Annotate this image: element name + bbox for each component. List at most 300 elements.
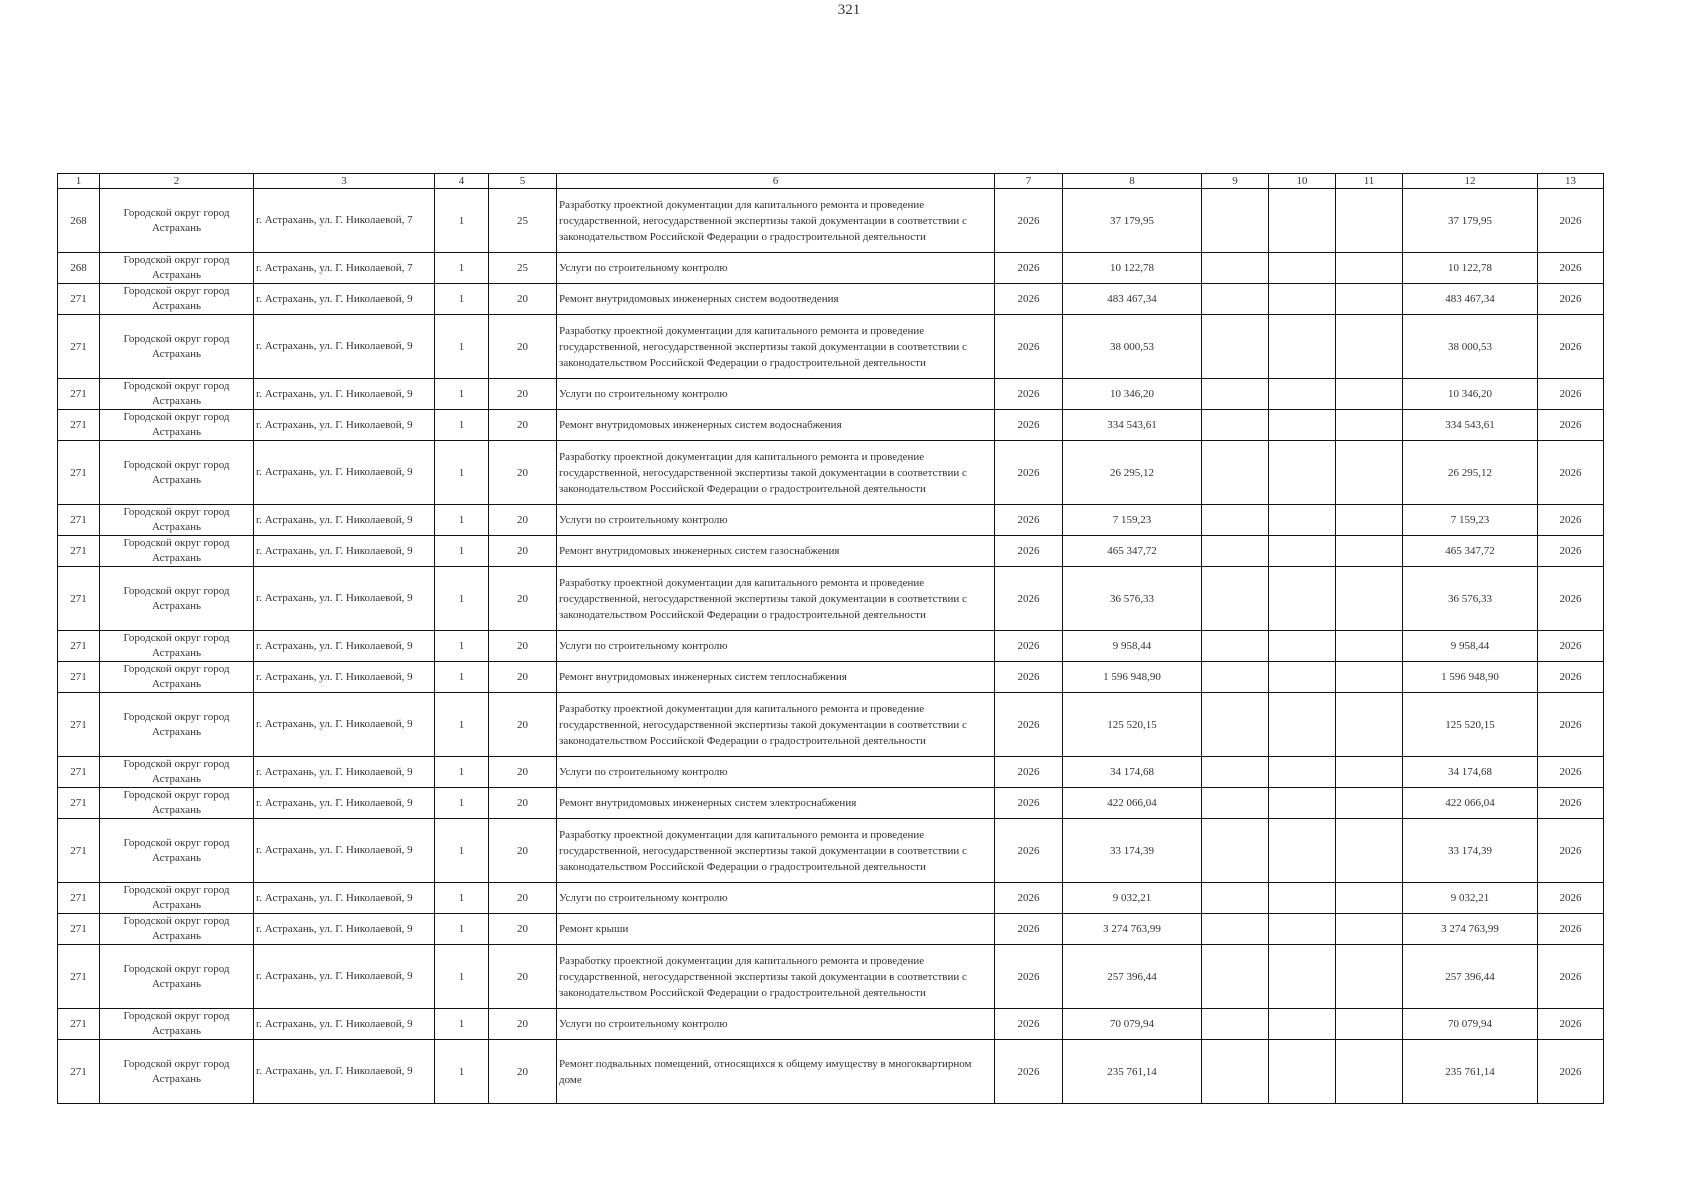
work-type-cell: Разработку проектной документации для капитального ремонта и проведение государственной, негосударственной экспертизы такой документации в соответствии с законодательством Российской Федерации о градостроительной деятельности (557, 819, 995, 883)
table-row (58, 379, 1604, 410)
table-row (58, 536, 1604, 567)
year-cell: 2026 (995, 945, 1063, 1009)
cost-cell: 9 958,44 (1063, 631, 1202, 662)
column-10-cell (1269, 379, 1336, 410)
cost-cell: 9 032,21 (1063, 883, 1202, 914)
work-type-cell: Ремонт внутридомовых инженерных систем теплоснабжения (557, 662, 995, 693)
column-5-cell: 20 (489, 788, 557, 819)
cost-cell: 7 159,23 (1063, 505, 1202, 536)
column-10-cell (1269, 441, 1336, 505)
municipality-cell: Городской округ город Астрахань (100, 757, 254, 788)
column-11-cell (1336, 662, 1403, 693)
column-4-cell: 1 (435, 693, 489, 757)
column-4-cell: 1 (435, 253, 489, 284)
column-5-cell: 20 (489, 631, 557, 662)
table-row (58, 757, 1604, 788)
column-9-cell (1202, 410, 1269, 441)
total-cost-cell: 10 122,78 (1403, 253, 1538, 284)
house-number-cell: 271 (58, 284, 100, 315)
house-number-cell: 271 (58, 567, 100, 631)
column-4-cell: 1 (435, 883, 489, 914)
house-number-cell: 271 (58, 379, 100, 410)
column-10-cell (1269, 1040, 1336, 1104)
column-4-cell: 1 (435, 914, 489, 945)
year-cell: 2026 (995, 410, 1063, 441)
year-cell: 2026 (995, 284, 1063, 315)
municipality-cell: Городской округ город Астрахань (100, 693, 254, 757)
house-number-cell: 271 (58, 788, 100, 819)
completion-year-cell: 2026 (1538, 253, 1604, 284)
year-cell: 2026 (995, 883, 1063, 914)
table-row (58, 631, 1604, 662)
work-type-cell: Ремонт крыши (557, 914, 995, 945)
municipality-cell: Городской округ город Астрахань (100, 914, 254, 945)
cost-cell: 10 346,20 (1063, 379, 1202, 410)
column-10-cell (1269, 883, 1336, 914)
column-header: 2 (100, 174, 254, 189)
cost-cell: 26 295,12 (1063, 441, 1202, 505)
year-cell: 2026 (995, 1009, 1063, 1040)
cost-cell: 70 079,94 (1063, 1009, 1202, 1040)
column-4-cell: 1 (435, 757, 489, 788)
completion-year-cell: 2026 (1538, 819, 1604, 883)
column-9-cell (1202, 567, 1269, 631)
table-row (58, 819, 1604, 883)
column-5-cell: 20 (489, 315, 557, 379)
column-5-cell: 20 (489, 662, 557, 693)
column-5-cell: 20 (489, 945, 557, 1009)
column-header: 8 (1063, 174, 1202, 189)
municipality-cell: Городской округ город Астрахань (100, 284, 254, 315)
year-cell: 2026 (995, 379, 1063, 410)
column-header: 4 (435, 174, 489, 189)
table-row (58, 788, 1604, 819)
address-cell: г. Астрахань, ул. Г. Николаевой, 9 (254, 819, 435, 883)
column-4-cell: 1 (435, 567, 489, 631)
year-cell: 2026 (995, 693, 1063, 757)
address-cell: г. Астрахань, ул. Г. Николаевой, 7 (254, 253, 435, 284)
work-type-cell: Разработку проектной документации для капитального ремонта и проведение государственной, негосударственной экспертизы такой документации в соответствии с законодательством Российской Федерации о градостроительной деятельности (557, 945, 995, 1009)
column-5-cell: 20 (489, 693, 557, 757)
completion-year-cell: 2026 (1538, 945, 1604, 1009)
completion-year-cell: 2026 (1538, 410, 1604, 441)
house-number-cell: 271 (58, 536, 100, 567)
total-cost-cell: 3 274 763,99 (1403, 914, 1538, 945)
column-4-cell: 1 (435, 1040, 489, 1104)
table-row (58, 315, 1604, 379)
municipality-cell: Городской округ город Астрахань (100, 1040, 254, 1104)
column-11-cell (1336, 883, 1403, 914)
table-row (58, 253, 1604, 284)
completion-year-cell: 2026 (1538, 631, 1604, 662)
year-cell: 2026 (995, 662, 1063, 693)
address-cell: г. Астрахань, ул. Г. Николаевой, 9 (254, 662, 435, 693)
column-10-cell (1269, 914, 1336, 945)
column-9-cell (1202, 883, 1269, 914)
cost-cell: 334 543,61 (1063, 410, 1202, 441)
completion-year-cell: 2026 (1538, 284, 1604, 315)
capital-repair-table (57, 173, 1604, 1104)
house-number-cell: 271 (58, 505, 100, 536)
completion-year-cell: 2026 (1538, 662, 1604, 693)
cost-cell: 422 066,04 (1063, 788, 1202, 819)
column-5-cell: 20 (489, 284, 557, 315)
column-10-cell (1269, 631, 1336, 662)
cost-cell: 483 467,34 (1063, 284, 1202, 315)
year-cell: 2026 (995, 253, 1063, 284)
year-cell: 2026 (995, 189, 1063, 253)
total-cost-cell: 235 761,14 (1403, 1040, 1538, 1104)
municipality-cell: Городской округ город Астрахань (100, 1009, 254, 1040)
cost-cell: 235 761,14 (1063, 1040, 1202, 1104)
table-row (58, 883, 1604, 914)
column-4-cell: 1 (435, 1009, 489, 1040)
completion-year-cell: 2026 (1538, 505, 1604, 536)
work-type-cell: Услуги по строительному контролю (557, 253, 995, 284)
completion-year-cell: 2026 (1538, 189, 1604, 253)
address-cell: г. Астрахань, ул. Г. Николаевой, 9 (254, 567, 435, 631)
total-cost-cell: 34 174,68 (1403, 757, 1538, 788)
column-4-cell: 1 (435, 631, 489, 662)
work-type-cell: Разработку проектной документации для капитального ремонта и проведение государственной, негосударственной экспертизы такой документации в соответствии с законодательством Российской Федерации о градостроительной деятельности (557, 441, 995, 505)
address-cell: г. Астрахань, ул. Г. Николаевой, 9 (254, 693, 435, 757)
work-type-cell: Ремонт внутридомовых инженерных систем водоснабжения (557, 410, 995, 441)
column-11-cell (1336, 284, 1403, 315)
column-11-cell (1336, 1040, 1403, 1104)
total-cost-cell: 9 958,44 (1403, 631, 1538, 662)
column-header: 7 (995, 174, 1063, 189)
column-4-cell: 1 (435, 189, 489, 253)
total-cost-cell: 483 467,34 (1403, 284, 1538, 315)
column-9-cell (1202, 1009, 1269, 1040)
address-cell: г. Астрахань, ул. Г. Николаевой, 9 (254, 284, 435, 315)
address-cell: г. Астрахань, ул. Г. Николаевой, 9 (254, 505, 435, 536)
total-cost-cell: 26 295,12 (1403, 441, 1538, 505)
house-number-cell: 271 (58, 883, 100, 914)
work-type-cell: Разработку проектной документации для капитального ремонта и проведение государственной, негосударственной экспертизы такой документации в соответствии с законодательством Российской Федерации о градостроительной деятельности (557, 693, 995, 757)
work-type-cell: Разработку проектной документации для капитального ремонта и проведение государственной, негосударственной экспертизы такой документации в соответствии с законодательством Российской Федерации о градостроительной деятельности (557, 567, 995, 631)
column-9-cell (1202, 441, 1269, 505)
column-4-cell: 1 (435, 788, 489, 819)
column-header: 12 (1403, 174, 1538, 189)
column-11-cell (1336, 505, 1403, 536)
address-cell: г. Астрахань, ул. Г. Николаевой, 9 (254, 757, 435, 788)
column-10-cell (1269, 567, 1336, 631)
house-number-cell: 271 (58, 631, 100, 662)
column-10-cell (1269, 505, 1336, 536)
total-cost-cell: 9 032,21 (1403, 883, 1538, 914)
work-type-cell: Услуги по строительному контролю (557, 883, 995, 914)
column-10-cell (1269, 189, 1336, 253)
completion-year-cell: 2026 (1538, 1009, 1604, 1040)
column-9-cell (1202, 693, 1269, 757)
municipality-cell: Городской округ город Астрахань (100, 567, 254, 631)
column-9-cell (1202, 1040, 1269, 1104)
table-row (58, 693, 1604, 757)
column-10-cell (1269, 693, 1336, 757)
total-cost-cell: 465 347,72 (1403, 536, 1538, 567)
column-5-cell: 20 (489, 410, 557, 441)
table-row (58, 284, 1604, 315)
total-cost-cell: 334 543,61 (1403, 410, 1538, 441)
municipality-cell: Городской округ город Астрахань (100, 505, 254, 536)
cost-cell: 3 274 763,99 (1063, 914, 1202, 945)
column-4-cell: 1 (435, 536, 489, 567)
column-header: 13 (1538, 174, 1604, 189)
work-type-cell: Услуги по строительному контролю (557, 379, 995, 410)
completion-year-cell: 2026 (1538, 788, 1604, 819)
address-cell: г. Астрахань, ул. Г. Николаевой, 9 (254, 788, 435, 819)
completion-year-cell: 2026 (1538, 1040, 1604, 1104)
column-11-cell (1336, 914, 1403, 945)
column-5-cell: 20 (489, 379, 557, 410)
municipality-cell: Городской округ город Астрахань (100, 536, 254, 567)
completion-year-cell: 2026 (1538, 567, 1604, 631)
column-11-cell (1336, 945, 1403, 1009)
house-number-cell: 271 (58, 693, 100, 757)
work-type-cell: Услуги по строительному контролю (557, 1009, 995, 1040)
column-header: 6 (557, 174, 995, 189)
column-11-cell (1336, 536, 1403, 567)
work-type-cell: Разработку проектной документации для капитального ремонта и проведение государственной, негосударственной экспертизы такой документации в соответствии с законодательством Российской Федерации о градостроительной деятельности (557, 189, 995, 253)
work-type-cell: Услуги по строительному контролю (557, 631, 995, 662)
year-cell: 2026 (995, 441, 1063, 505)
column-5-cell: 20 (489, 567, 557, 631)
column-number-row (58, 174, 1604, 189)
column-10-cell (1269, 788, 1336, 819)
column-11-cell (1336, 189, 1403, 253)
column-4-cell: 1 (435, 284, 489, 315)
completion-year-cell: 2026 (1538, 315, 1604, 379)
column-4-cell: 1 (435, 441, 489, 505)
column-5-cell: 20 (489, 819, 557, 883)
column-9-cell (1202, 914, 1269, 945)
total-cost-cell: 257 396,44 (1403, 945, 1538, 1009)
table-row (58, 1009, 1604, 1040)
address-cell: г. Астрахань, ул. Г. Николаевой, 9 (254, 410, 435, 441)
column-11-cell (1336, 315, 1403, 379)
table-row (58, 914, 1604, 945)
municipality-cell: Городской округ город Астрахань (100, 410, 254, 441)
column-9-cell (1202, 662, 1269, 693)
column-5-cell: 20 (489, 505, 557, 536)
table-body (58, 189, 1604, 1104)
total-cost-cell: 70 079,94 (1403, 1009, 1538, 1040)
column-4-cell: 1 (435, 379, 489, 410)
address-cell: г. Астрахань, ул. Г. Николаевой, 9 (254, 315, 435, 379)
address-cell: г. Астрахань, ул. Г. Николаевой, 9 (254, 441, 435, 505)
completion-year-cell: 2026 (1538, 914, 1604, 945)
municipality-cell: Городской округ город Астрахань (100, 788, 254, 819)
municipality-cell: Городской округ город Астрахань (100, 662, 254, 693)
year-cell: 2026 (995, 914, 1063, 945)
year-cell: 2026 (995, 788, 1063, 819)
page-number: 321 (837, 2, 861, 18)
house-number-cell: 268 (58, 189, 100, 253)
house-number-cell: 271 (58, 1040, 100, 1104)
column-header: 9 (1202, 174, 1269, 189)
column-9-cell (1202, 284, 1269, 315)
column-11-cell (1336, 788, 1403, 819)
address-cell: г. Астрахань, ул. Г. Николаевой, 9 (254, 945, 435, 1009)
column-11-cell (1336, 631, 1403, 662)
address-cell: г. Астрахань, ул. Г. Николаевой, 9 (254, 379, 435, 410)
column-11-cell (1336, 441, 1403, 505)
work-type-cell: Разработку проектной документации для капитального ремонта и проведение государственной, негосударственной экспертизы такой документации в соответствии с законодательством Российской Федерации о градостроительной деятельности (557, 315, 995, 379)
address-cell: г. Астрахань, ул. Г. Николаевой, 9 (254, 631, 435, 662)
address-cell: г. Астрахань, ул. Г. Николаевой, 9 (254, 536, 435, 567)
municipality-cell: Городской округ город Астрахань (100, 253, 254, 284)
table-row (58, 945, 1604, 1009)
column-4-cell: 1 (435, 410, 489, 441)
municipality-cell: Городской округ город Астрахань (100, 189, 254, 253)
cost-cell: 38 000,53 (1063, 315, 1202, 379)
total-cost-cell: 37 179,95 (1403, 189, 1538, 253)
column-10-cell (1269, 315, 1336, 379)
column-10-cell (1269, 410, 1336, 441)
column-4-cell: 1 (435, 662, 489, 693)
municipality-cell: Городской округ город Астрахань (100, 819, 254, 883)
cost-cell: 33 174,39 (1063, 819, 1202, 883)
cost-cell: 10 122,78 (1063, 253, 1202, 284)
completion-year-cell: 2026 (1538, 693, 1604, 757)
address-cell: г. Астрахань, ул. Г. Николаевой, 9 (254, 1009, 435, 1040)
column-4-cell: 1 (435, 315, 489, 379)
column-10-cell (1269, 662, 1336, 693)
total-cost-cell: 422 066,04 (1403, 788, 1538, 819)
column-9-cell (1202, 819, 1269, 883)
column-9-cell (1202, 253, 1269, 284)
cost-cell: 257 396,44 (1063, 945, 1202, 1009)
column-11-cell (1336, 819, 1403, 883)
completion-year-cell: 2026 (1538, 757, 1604, 788)
cost-cell: 465 347,72 (1063, 536, 1202, 567)
work-type-cell: Услуги по строительному контролю (557, 757, 995, 788)
cost-cell: 1 596 948,90 (1063, 662, 1202, 693)
column-11-cell (1336, 253, 1403, 284)
completion-year-cell: 2026 (1538, 883, 1604, 914)
column-11-cell (1336, 1009, 1403, 1040)
municipality-cell: Городской округ город Астрахань (100, 883, 254, 914)
column-9-cell (1202, 379, 1269, 410)
year-cell: 2026 (995, 757, 1063, 788)
column-9-cell (1202, 189, 1269, 253)
table-row (58, 189, 1604, 253)
column-9-cell (1202, 945, 1269, 1009)
municipality-cell: Городской округ город Астрахань (100, 945, 254, 1009)
total-cost-cell: 7 159,23 (1403, 505, 1538, 536)
column-11-cell (1336, 757, 1403, 788)
cost-cell: 37 179,95 (1063, 189, 1202, 253)
year-cell: 2026 (995, 819, 1063, 883)
column-header: 5 (489, 174, 557, 189)
house-number-cell: 271 (58, 819, 100, 883)
total-cost-cell: 1 596 948,90 (1403, 662, 1538, 693)
column-11-cell (1336, 567, 1403, 631)
total-cost-cell: 10 346,20 (1403, 379, 1538, 410)
column-10-cell (1269, 819, 1336, 883)
column-5-cell: 20 (489, 441, 557, 505)
address-cell: г. Астрахань, ул. Г. Николаевой, 7 (254, 189, 435, 253)
column-9-cell (1202, 788, 1269, 819)
total-cost-cell: 36 576,33 (1403, 567, 1538, 631)
house-number-cell: 268 (58, 253, 100, 284)
column-header: 11 (1336, 174, 1403, 189)
work-type-cell: Услуги по строительному контролю (557, 505, 995, 536)
column-5-cell: 20 (489, 1009, 557, 1040)
cost-cell: 34 174,68 (1063, 757, 1202, 788)
column-4-cell: 1 (435, 505, 489, 536)
house-number-cell: 271 (58, 914, 100, 945)
year-cell: 2026 (995, 505, 1063, 536)
column-5-cell: 25 (489, 253, 557, 284)
work-type-cell: Ремонт подвальных помещений, относящихся к общему имуществу в многоквартирном доме (557, 1040, 995, 1104)
work-type-cell: Ремонт внутридомовых инженерных систем электроснабжения (557, 788, 995, 819)
column-5-cell: 20 (489, 883, 557, 914)
total-cost-cell: 38 000,53 (1403, 315, 1538, 379)
table-row (58, 410, 1604, 441)
house-number-cell: 271 (58, 410, 100, 441)
completion-year-cell: 2026 (1538, 536, 1604, 567)
municipality-cell: Городской округ город Астрахань (100, 379, 254, 410)
column-4-cell: 1 (435, 819, 489, 883)
column-header: 10 (1269, 174, 1336, 189)
column-5-cell: 20 (489, 1040, 557, 1104)
house-number-cell: 271 (58, 441, 100, 505)
address-cell: г. Астрахань, ул. Г. Николаевой, 9 (254, 1040, 435, 1104)
column-5-cell: 25 (489, 189, 557, 253)
house-number-cell: 271 (58, 1009, 100, 1040)
column-10-cell (1269, 1009, 1336, 1040)
year-cell: 2026 (995, 631, 1063, 662)
column-5-cell: 20 (489, 914, 557, 945)
work-type-cell: Ремонт внутридомовых инженерных систем газоснабжения (557, 536, 995, 567)
year-cell: 2026 (995, 315, 1063, 379)
municipality-cell: Городской округ город Астрахань (100, 315, 254, 379)
house-number-cell: 271 (58, 757, 100, 788)
cost-cell: 125 520,15 (1063, 693, 1202, 757)
column-10-cell (1269, 536, 1336, 567)
column-9-cell (1202, 631, 1269, 662)
column-11-cell (1336, 410, 1403, 441)
column-4-cell: 1 (435, 945, 489, 1009)
house-number-cell: 271 (58, 945, 100, 1009)
address-cell: г. Астрахань, ул. Г. Николаевой, 9 (254, 883, 435, 914)
year-cell: 2026 (995, 536, 1063, 567)
table-row (58, 662, 1604, 693)
column-10-cell (1269, 757, 1336, 788)
column-5-cell: 20 (489, 757, 557, 788)
column-header: 1 (58, 174, 100, 189)
municipality-cell: Городской округ город Астрахань (100, 441, 254, 505)
table-row (58, 1040, 1604, 1104)
house-number-cell: 271 (58, 315, 100, 379)
cost-cell: 36 576,33 (1063, 567, 1202, 631)
column-9-cell (1202, 505, 1269, 536)
year-cell: 2026 (995, 567, 1063, 631)
table-row (58, 567, 1604, 631)
column-header: 3 (254, 174, 435, 189)
completion-year-cell: 2026 (1538, 441, 1604, 505)
column-11-cell (1336, 693, 1403, 757)
column-9-cell (1202, 757, 1269, 788)
column-10-cell (1269, 253, 1336, 284)
year-cell: 2026 (995, 1040, 1063, 1104)
column-5-cell: 20 (489, 536, 557, 567)
column-9-cell (1202, 536, 1269, 567)
house-number-cell: 271 (58, 662, 100, 693)
address-cell: г. Астрахань, ул. Г. Николаевой, 9 (254, 914, 435, 945)
